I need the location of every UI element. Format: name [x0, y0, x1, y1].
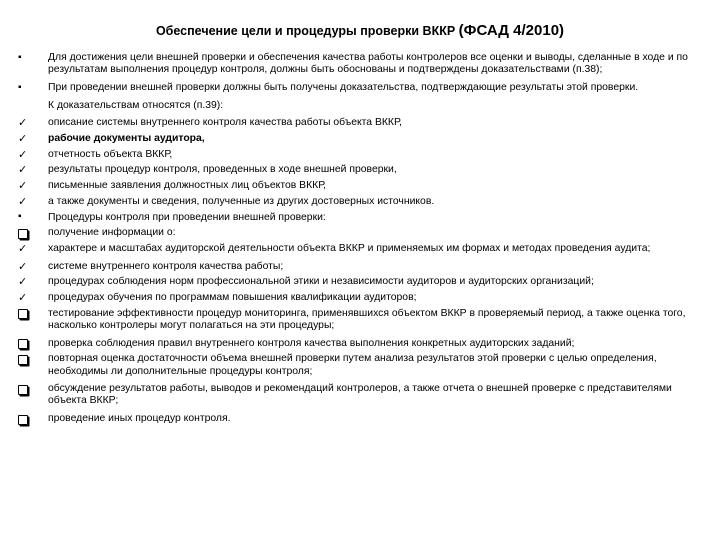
checkmark-icon — [18, 164, 32, 176]
checkmark-icon — [18, 292, 32, 304]
checkbox-bullet-icon — [18, 338, 32, 350]
list-item-text: результаты процедур контроля, проведенных в ходе внешней проверки, — [48, 164, 397, 176]
list-item-text: процедурах обучения по программам повышения квалификации аудиторов; — [48, 292, 417, 304]
list-item — [18, 261, 688, 273]
checkmark-icon — [18, 243, 32, 255]
list-item — [18, 276, 688, 288]
page-title — [0, 22, 720, 39]
checkmark-icon — [18, 261, 32, 273]
list-item — [18, 117, 688, 129]
list-item — [18, 180, 688, 192]
list-item-text: а также документы и сведения, полученные из других достоверных источников. — [48, 195, 435, 207]
list-item — [18, 383, 688, 407]
list-item — [18, 196, 688, 208]
list-item-text: характере и масштабах аудиторской деятельности объекта ВККР и применяемых им формах и методах проведения аудита; — [48, 242, 651, 254]
list-item-text: системе внутреннего контроля качества работы; — [48, 260, 284, 272]
list-item — [18, 212, 688, 224]
list-item — [18, 292, 688, 304]
list-item-text: описание системы внутреннего контроля качества работы объекта ВККР, — [48, 117, 402, 129]
square-bullet-icon — [18, 52, 32, 64]
no-bullet — [18, 100, 32, 112]
list-item-text: К доказательствам относятся (п.39): — [48, 99, 224, 111]
list-item-text: проведение иных процедур контроля. — [48, 413, 231, 425]
checkbox-bullet-icon — [18, 227, 32, 239]
list-item-text: проверка соблюдения правил внутреннего контроля качества выполнения конкретных аудиторских заданий; — [48, 337, 575, 349]
checkmark-icon — [18, 196, 32, 208]
bullet-list — [18, 52, 688, 431]
list-item-text: письменные заявления должностных лиц объектов ВККР, — [48, 180, 327, 192]
checkbox-bullet-icon — [18, 308, 32, 320]
list-item — [18, 82, 688, 94]
checkmark-icon — [18, 149, 32, 161]
checkbox-bullet-icon — [18, 413, 32, 425]
list-item — [18, 164, 688, 176]
list-item-text: отчетность объекта ВККР, — [48, 148, 173, 160]
square-bullet-icon — [18, 212, 32, 224]
list-item — [18, 338, 688, 350]
list-item-text: рабочие документы аудитора, — [48, 133, 205, 145]
list-item — [18, 353, 688, 377]
list-item-text: тестирование эффективности процедур мониторинга, применявшихся объектом ВККР в проверяемый период, а также оценка того, насколько контролеры могут полагаться на эти процедуры; — [48, 307, 686, 331]
list-item-text: Процедуры контроля при проведении внешней проверки: — [48, 211, 326, 223]
list-item — [18, 243, 688, 255]
square-bullet-icon — [18, 82, 32, 94]
checkmark-icon — [18, 180, 32, 192]
list-item — [18, 149, 688, 161]
list-item — [18, 133, 688, 145]
list-item — [18, 308, 688, 332]
title-main: Обеспечение цели и процедуры проверки ВККР — [155, 24, 456, 38]
list-item-text: При проведении внешней проверки должны быть получены доказательства, подтверждающие результаты этой проверки. — [48, 81, 639, 93]
checkbox-bullet-icon — [18, 383, 32, 395]
checkmark-icon — [18, 133, 32, 145]
checkmark-icon — [18, 276, 32, 288]
checkmark-icon — [18, 117, 32, 129]
list-item-text: получение информации о: — [48, 227, 176, 239]
list-item — [18, 227, 688, 239]
list-item-text: Для достижения цели внешней проверки и обеспечения качества работы контролеров все оценки и выводы, сделанные в ходе и по результатам выполнения процедур контроля, должны быть обоснованы и подтверждены доказательствами (п.38); — [48, 52, 688, 76]
checkbox-bullet-icon — [18, 353, 32, 365]
list-item-text: обсуждение результатов работы, выводов и рекомендаций контролеров, а также отчета о внешней проверке с представителями объекта ВККР; — [48, 383, 672, 407]
list-item-text: процедурах соблюдения норм профессиональной этики и независимости аудиторов и аудиторских организаций; — [48, 276, 594, 288]
title-suffix: (ФСАД 4/2010) — [458, 22, 565, 39]
list-item-text: повторная оценка достаточности объема внешней проверки путем анализа результатов этой проверки с целью определения, необходимы ли дополнительные процедуры контроля; — [48, 353, 657, 377]
list-item — [18, 100, 688, 112]
list-item — [18, 52, 688, 76]
list-item — [18, 413, 688, 425]
